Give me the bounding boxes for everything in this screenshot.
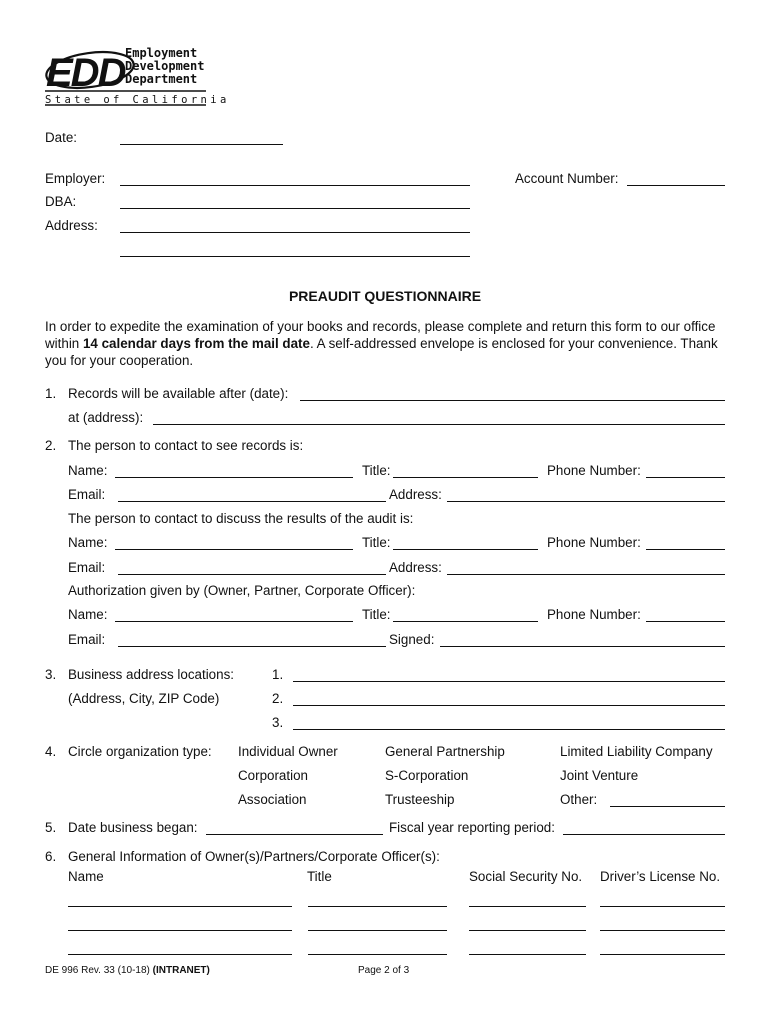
- auth-signature-field[interactable]: [440, 646, 725, 647]
- org-type-joint-venture[interactable]: Joint Venture: [560, 768, 639, 783]
- form-id-tag: (INTRANET): [152, 965, 210, 976]
- contact2-address-field[interactable]: [447, 574, 725, 575]
- q2-contact-label: The person to contact to see records is:: [68, 438, 304, 453]
- owner-3-title-field[interactable]: [308, 954, 447, 955]
- auth-name-label: Name:: [68, 607, 108, 622]
- org-type-corporation[interactable]: Corporation: [238, 768, 308, 783]
- q4-label: Circle organization type:: [68, 744, 212, 759]
- owner-1-ssn-field[interactable]: [469, 906, 586, 907]
- employer-field[interactable]: [120, 185, 470, 186]
- contact1-name-label: Name:: [68, 463, 108, 478]
- q2-discuss-label: The person to contact to discuss the results of the audit is:: [68, 511, 414, 526]
- contact1-name-field[interactable]: [115, 477, 353, 478]
- auth-email-label: Email:: [68, 632, 106, 647]
- q1-records-label: Records will be available after (date):: [68, 386, 289, 401]
- address-field-1[interactable]: [120, 232, 470, 233]
- col-header-license: Driver’s License No.: [600, 869, 721, 884]
- q1-at-address-label: at (address):: [68, 410, 144, 425]
- contact1-phone-label: Phone Number:: [547, 463, 641, 478]
- owner-2-ssn-field[interactable]: [469, 930, 586, 931]
- owner-1-license-field[interactable]: [600, 906, 725, 907]
- org-type-general-partnership[interactable]: General Partnership: [385, 744, 505, 759]
- q3-sublabel: (Address, City, ZIP Code): [68, 691, 220, 706]
- auth-signed-label: Signed:: [389, 632, 435, 647]
- auth-title-field[interactable]: [393, 621, 538, 622]
- owner-1-title-field[interactable]: [308, 906, 447, 907]
- q2-number: 2.: [45, 438, 57, 453]
- contact2-phone-field[interactable]: [646, 549, 725, 550]
- employer-label: Employer:: [45, 171, 106, 186]
- contact1-email-field[interactable]: [118, 501, 386, 502]
- address-label: Address:: [45, 218, 98, 233]
- logo-line1: Employment: [125, 46, 198, 60]
- contact2-name-field[interactable]: [115, 549, 353, 550]
- auth-name-field[interactable]: [115, 621, 353, 622]
- org-type-individual-owner[interactable]: Individual Owner: [238, 744, 338, 759]
- q6-number: 6.: [45, 849, 57, 864]
- location-3-number: 3.: [272, 715, 284, 730]
- auth-title-label: Title:: [362, 607, 391, 622]
- fiscal-year-field[interactable]: [563, 834, 725, 835]
- date-label: Date:: [45, 130, 78, 145]
- contact2-name-label: Name:: [68, 535, 108, 550]
- q6-label: General Information of Owner(s)/Partners/Corporate Officer(s):: [68, 849, 440, 864]
- location-1-number: 1.: [272, 667, 284, 682]
- owner-2-name-field[interactable]: [68, 930, 292, 931]
- auth-phone-label: Phone Number:: [547, 607, 641, 622]
- q3-number: 3.: [45, 667, 57, 682]
- auth-phone-field[interactable]: [646, 621, 725, 622]
- logo-line2: Development: [125, 59, 205, 73]
- records-date-field[interactable]: [300, 400, 725, 401]
- intro-paragraph: [45, 318, 725, 369]
- dba-label: DBA:: [45, 194, 77, 209]
- contact2-address-label: Address:: [389, 560, 442, 575]
- fiscal-year-label: Fiscal year reporting period:: [389, 820, 555, 835]
- business-began-field[interactable]: [206, 834, 383, 835]
- col-header-name: Name: [68, 869, 104, 884]
- contact2-title-label: Title:: [362, 535, 391, 550]
- intro-deadline: 14 calendar days from the mail date: [82, 336, 310, 351]
- q5-label: Date business began:: [68, 820, 198, 835]
- q3-label: Business address locations:: [68, 667, 234, 682]
- address-field-2[interactable]: [120, 256, 470, 257]
- col-header-ssn: Social Security No.: [469, 869, 583, 884]
- org-type-llc[interactable]: Limited Liability Company: [560, 744, 713, 759]
- dba-field[interactable]: [120, 208, 470, 209]
- logo-state: State of California: [45, 94, 230, 106]
- contact2-phone-label: Phone Number:: [547, 535, 641, 550]
- owner-2-title-field[interactable]: [308, 930, 447, 931]
- contact1-address-field[interactable]: [447, 501, 725, 502]
- col-header-title: Title: [307, 869, 332, 884]
- q1-number: 1.: [45, 386, 57, 401]
- location-3-field[interactable]: [293, 729, 725, 730]
- owner-3-name-field[interactable]: [68, 954, 292, 955]
- contact1-title-field[interactable]: [393, 477, 538, 478]
- form-title: PREAUDIT QUESTIONNAIRE: [288, 288, 482, 304]
- logo-mark: EDD: [46, 51, 125, 95]
- form-id-code: DE 996 Rev. 33 (10-18): [45, 965, 153, 976]
- contact2-email-label: Email:: [68, 560, 106, 575]
- contact1-title-label: Title:: [362, 463, 391, 478]
- q2-auth-label: Authorization given by (Owner, Partner, Corporate Officer):: [68, 583, 416, 598]
- edd-logo: [44, 44, 230, 106]
- logo-line3: Department: [125, 72, 198, 86]
- intro-text-1: In order to expedite the examination of your books and records, please complete and return this form to our office within: [45, 319, 716, 351]
- contact2-title-field[interactable]: [393, 549, 538, 550]
- owner-3-license-field[interactable]: [600, 954, 725, 955]
- auth-email-field[interactable]: [118, 646, 386, 647]
- org-type-other[interactable]: Other:: [560, 792, 598, 807]
- org-type-trusteeship[interactable]: Trusteeship: [385, 792, 455, 807]
- page-number: Page 2 of 3: [358, 965, 410, 976]
- owner-1-name-field[interactable]: [68, 906, 292, 907]
- location-2-field[interactable]: [293, 705, 725, 706]
- intro-text-2: . A self-addressed envelope is enclosed for your convenience. Thank you for your cooperation.: [45, 336, 718, 368]
- owner-3-ssn-field[interactable]: [469, 954, 586, 955]
- contact1-address-label: Address:: [389, 487, 442, 502]
- q5-number: 5.: [45, 820, 57, 835]
- form-id: [45, 965, 210, 976]
- contact1-email-label: Email:: [68, 487, 106, 502]
- account-number-label: Account Number:: [515, 171, 619, 186]
- account-number-field[interactable]: [627, 185, 725, 186]
- records-address-field[interactable]: [153, 424, 725, 425]
- location-1-field[interactable]: [293, 681, 725, 682]
- org-type-association[interactable]: Association: [238, 792, 307, 807]
- contact1-phone-field[interactable]: [646, 477, 725, 478]
- org-type-other-field[interactable]: [610, 806, 725, 807]
- owner-2-license-field[interactable]: [600, 930, 725, 931]
- org-type-s-corporation[interactable]: S-Corporation: [385, 768, 469, 783]
- date-field[interactable]: [120, 144, 283, 145]
- q4-number: 4.: [45, 744, 57, 759]
- location-2-number: 2.: [272, 691, 284, 706]
- contact2-email-field[interactable]: [118, 574, 386, 575]
